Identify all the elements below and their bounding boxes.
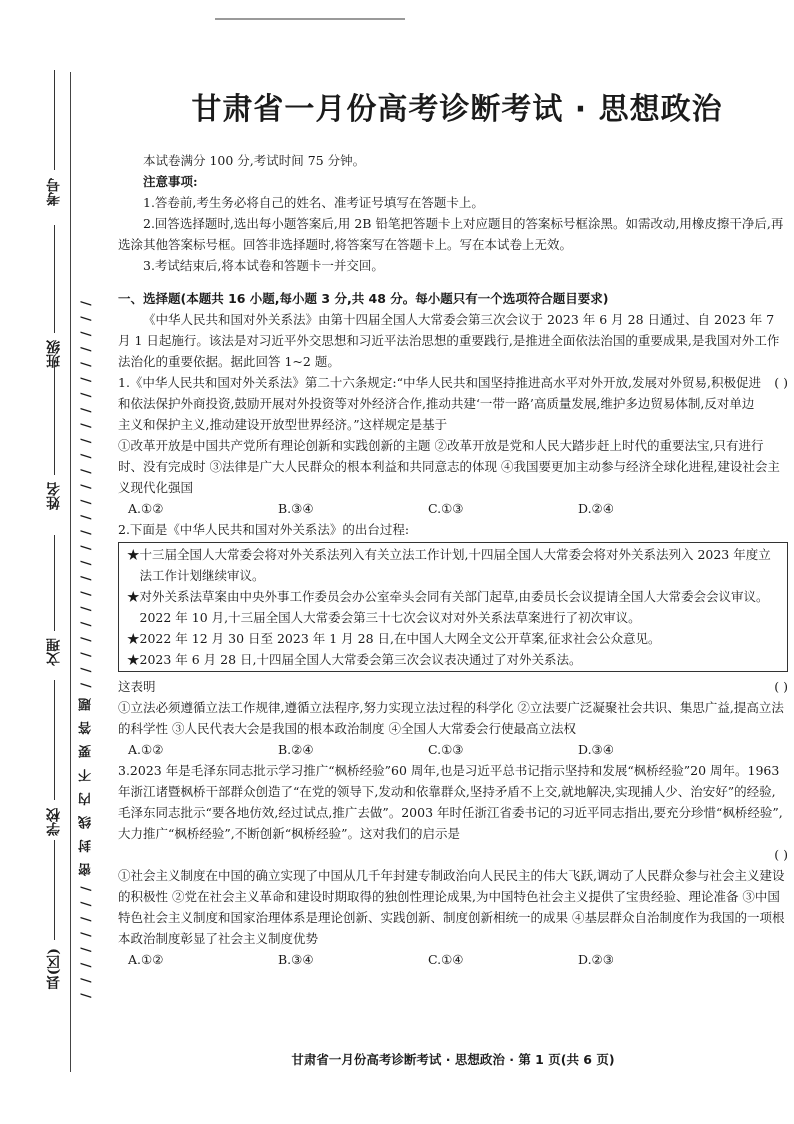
binding-line [70, 72, 71, 1072]
page-footer: 甘肃省一月份高考诊断考试 · 思想政治 · 第 1 页(共 6 页) [291, 1052, 615, 1067]
question-2 [118, 519, 788, 760]
exam-content [118, 150, 788, 970]
q1-statements: ①改革开放是中国共产党所有理论创新和实践创新的主题 ②改革开放是党和人民大踏步赶上时代的重要法宝,只有进行时、没有完成时 ③法律是广大人民群众的根本利益和共同意志的体现 ④我国要更加主动参与经济全球化进程,建设社会主义现代化强国 [118, 438, 780, 495]
q2-option-a[interactable]: A.①② [128, 742, 164, 757]
q1-option-c[interactable]: C.①③ [428, 501, 464, 516]
class-line [54, 225, 55, 333]
note-3: 3.考试结束后,将本试卷和答题卡一并交回。 [143, 258, 384, 273]
track-line [54, 535, 55, 631]
q2-process-box [118, 542, 788, 672]
q1-option-d[interactable]: D.②④ [578, 501, 614, 516]
q2-option-b[interactable]: B.②④ [278, 742, 314, 757]
track-label: 文理 [46, 638, 62, 666]
class-label: 班级 [46, 340, 62, 368]
q3-option-d[interactable]: D.②③ [578, 952, 614, 967]
name-label: 姓名 [46, 482, 62, 510]
question-3 [118, 760, 788, 970]
q3-option-b[interactable]: B.③④ [278, 952, 314, 967]
material-intro: 《中华人民共和国对外关系法》由第十四届全国人大常委会第三次会议于 2023 年 6 月 28 日通过、自 2023 年 7 月 1 日起施行。该法是对习近平外交思想和习近平法治思想的重要践行,是推进全面依法治国的重要成果,是我国对外工作法治化的重要依据。据此回答 1~2 题。 [118, 312, 780, 369]
notes-heading: 注意事项: [143, 174, 198, 189]
q3-statements: ①社会主义制度在中国的确立实现了中国从几千年封建专制政治向人民民主的伟大飞跃,调动了人民群众参与社会主义建设的积极性 ②党在社会主义革命和建设时期取得的独创性理论成果,为中国特色社会主义提供了宝贵经验、理论准备 ③中国特色社会主义制度和国家治理体系是理论创新、实践创新、制度创新相统一的成果 ④基层群众自治制度作为我国的一项根本政治制度彰显了社会主义制度优势 [118, 868, 785, 946]
exam-number-label: 考号 [46, 178, 62, 206]
note-1: 1.答卷前,考生务必将自己的姓名、准考证号填写在答题卡上。 [143, 195, 484, 210]
school-line [54, 680, 55, 800]
q2-process-item: ★2023 年 6 月 28 日,十四届全国人大常委会第三次会议表决通过了对外关系法。 [127, 652, 582, 667]
note-2: 2.回答选择题时,选出每小题答案后,用 2B 铅笔把答题卡上对应题目的答案标号框涂黑。如需改动,用橡皮擦干净后,再选涂其他答案标号框。回答非选择题时,将答案写在答题卡上。写在本试卷上无效。 [118, 216, 784, 252]
q2-options [118, 739, 788, 760]
school-label: 学校 [46, 808, 62, 836]
q2-stem: 2.下面是《中华人民共和国对外关系法》的出台过程: [118, 522, 410, 537]
q3-option-a[interactable]: A.①② [128, 952, 164, 967]
county-line [54, 840, 55, 940]
q2-answer-paren: ( ) [774, 679, 788, 694]
q2-process-item: ★2022 年 12 月 30 日至 2023 年 1 月 28 日,在中国人大网全文公开草案,征求社会公众意见。 [127, 631, 661, 646]
county-label: 县(区) [46, 948, 62, 990]
top-rule [215, 18, 405, 20]
q1-stem: 1.《中华人民共和国对外关系法》第二十六条规定:“中华人民共和国坚持推进高水平对外开放,发展对外贸易,积极促进和依法保护外商投资,鼓励开展对外投资等对外经济合作,推动共建‘一带一路’高质量发展,维护多边贸易体制,反对单边主义和保护主义,推动建设开放型世界经济。”这样规定是基于 [118, 375, 761, 432]
section-heading: 一、选择题(本题共 16 小题,每小题 3 分,共 48 分。每小题只有一个选项符合题目要求) [118, 291, 609, 306]
q1-answer-paren: ( ) [774, 375, 788, 390]
q3-option-c[interactable]: C.①④ [428, 952, 464, 967]
q2-process-item: ★对外关系法草案由中央外事工作委员会办公室牵头会同有关部门起草,由委员长会议提请全国人大常委会会议审议。2022 年 10 月,十三届全国人大常委会第三十七次会议对对外关系法草案进行了初次审议。 [127, 589, 769, 625]
page-title: 甘肃省一月份高考诊断考试 · 思想政治 [191, 92, 723, 127]
q2-statements: ①立法必须遵循立法工作规律,遵循立法程序,努力实现立法过程的科学化 ②立法要广泛凝聚社会共识、集思广益,提高立法的科学性 ③人民代表大会是我国的根本政治制度 ④全国人大常委会行使最高立法权 [118, 700, 784, 736]
q2-option-d[interactable]: D.③④ [578, 742, 614, 757]
q2-option-c[interactable]: C.①③ [428, 742, 464, 757]
q3-answer-paren: ( ) [774, 847, 788, 862]
name-line [54, 365, 55, 475]
score-time-info: 本试卷满分 100 分,考试时间 75 分钟。 [143, 153, 366, 168]
q3-options [118, 949, 788, 970]
q1-option-a[interactable]: A.①② [128, 501, 164, 516]
q3-stem: 3.2023 年是毛泽东同志批示学习推广“枫桥经验”60 周年,也是习近平总书记指示坚持和发展“枫桥经验”20 周年。1963 年浙江诸暨枫桥干部群众创造了“在党的领导下,发动和依靠群众,坚持矛盾不上交,就地解决,实现捕人少、治安好”的经验,毛泽东同志批示“要各地仿效,经过试点,推广去做”。2003 年时任浙江省委书记的习近平同志指出,要充分珍惜“枫桥经验”,大力推广“枫桥经验”,不断创新“枫桥经验”。这对我们的启示是 [118, 763, 783, 841]
question-1 [118, 372, 788, 519]
exam-number-line [54, 70, 55, 170]
sealed-line-notice: / / / / / / / / 密 封 线 内 不 要 答 题 / / / / / / / / / / / / / / / / / / / / / / / / / / [79, 298, 94, 998]
q2-process-item: ★十三届全国人大常委会将对外关系法列入有关立法工作计划,十四届全国人大常委会将对外关系法列入 2023 年度立法工作计划继续审议。 [127, 547, 771, 583]
q2-prompt: 这表明 [118, 679, 156, 694]
q1-options [118, 498, 788, 519]
q1-option-b[interactable]: B.③④ [278, 501, 314, 516]
spacer [118, 276, 788, 288]
